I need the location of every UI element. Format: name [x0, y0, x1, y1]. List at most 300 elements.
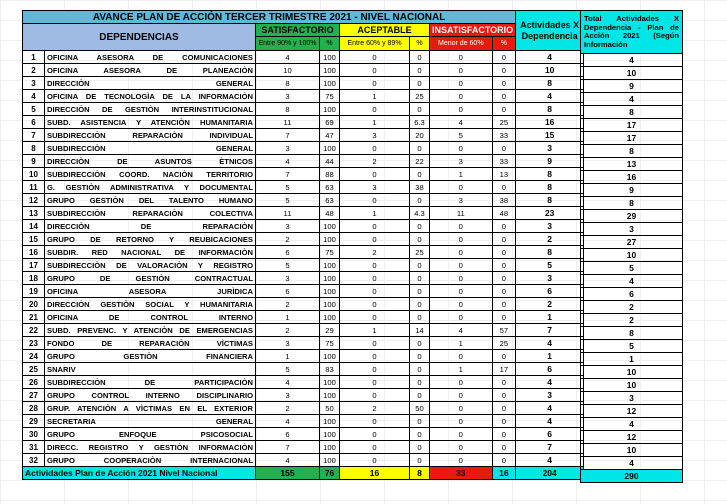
dependencia-name: DIRECCIÒN DE REPARACIÒN: [45, 220, 256, 233]
side-total-value: 9: [581, 184, 683, 197]
satisfactorio-count: 6: [256, 246, 320, 259]
aceptable-pct: 0: [410, 259, 430, 272]
satisfactorio-pct: 75: [320, 246, 340, 259]
row-number: 11: [23, 181, 45, 194]
table-row: [23, 324, 584, 337]
side-total-value: 12: [581, 431, 683, 444]
table-row: [23, 259, 584, 272]
aceptable-pct: 0: [410, 350, 430, 363]
row-number: 15: [23, 233, 45, 246]
dependencia-name: SUBDIRECCIÒN REPARACIÒN INDIVIDUAL: [45, 129, 256, 142]
satisfactorio-pct: 100: [320, 142, 340, 155]
insatisfactorio-pct: 0: [492, 376, 516, 389]
side-total-value: 10: [581, 379, 683, 392]
side-total-value: 3: [581, 223, 683, 236]
satisfactorio-pct: 50: [320, 402, 340, 415]
total-actividades: 8: [516, 77, 584, 90]
dependencia-name: GRUPO ENFOQUE PSICOSOCIAL: [45, 428, 256, 441]
satisfactorio-count: 5: [256, 194, 320, 207]
insatisfactorio-header: INSATISFACTORIO: [430, 24, 516, 37]
dependencia-name: DIRECCIÒN DE ASUNTOS ÈTNICOS: [45, 155, 256, 168]
row-number: 14: [23, 220, 45, 233]
side-total-value: 27: [581, 236, 683, 249]
insatisfactorio-pct: 0: [492, 90, 516, 103]
side-total-value: 10: [581, 249, 683, 262]
insatisfactorio-count: 0: [430, 103, 493, 116]
dependencia-name: GRUPO DE RETORNO Y REUBICACIONES: [45, 233, 256, 246]
dependencia-name: OFICINA ASESORA DE COMUNICACIONES: [45, 51, 256, 64]
aceptable-pct: 20: [410, 129, 430, 142]
dependencia-name: OFICINA ASESORA DE PLANEACIÒN: [45, 64, 256, 77]
satisfactorio-pct: 100: [320, 272, 340, 285]
total-actividades: 8: [516, 168, 584, 181]
row-number: 1: [23, 51, 45, 64]
row-number: 3: [23, 77, 45, 90]
table-row: [23, 389, 584, 402]
row-number: 21: [23, 311, 45, 324]
table-row: [23, 402, 584, 415]
satisfactorio-count: 8: [256, 77, 320, 90]
table-row: [23, 350, 584, 363]
satisfactorio-count: 1: [256, 311, 320, 324]
dependencia-name: GRUPO GESTIÒN FINANCIERA: [45, 350, 256, 363]
aceptable-pct: 0: [410, 311, 430, 324]
insatisfactorio-count: 4: [430, 116, 493, 129]
total-actividades: 8: [516, 246, 584, 259]
side-total-value: 4: [581, 93, 683, 106]
table-row: [23, 103, 584, 116]
total-actividades: 8: [516, 103, 584, 116]
insatisfactorio-pct: 17: [492, 363, 516, 376]
dependencia-name: SUBDIRECCIÒN GENERAL: [45, 142, 256, 155]
aceptable-pct: 0: [410, 194, 430, 207]
table-row: [23, 116, 584, 129]
side-total-value: 5: [581, 262, 683, 275]
aceptable-pct: 50: [410, 402, 430, 415]
total-actividades: 4: [516, 337, 584, 350]
total-actividades: 8: [516, 181, 584, 194]
pct-header: %: [410, 37, 430, 51]
total-actividades: 8: [516, 194, 584, 207]
footer-insatisfactorio: 33: [430, 467, 493, 480]
insatisfactorio-pct: 38: [492, 194, 516, 207]
satisfactorio-count: 3: [256, 142, 320, 155]
satisfactorio-pct: 100: [320, 64, 340, 77]
satisfactorio-pct: 100: [320, 415, 340, 428]
satisfactorio-pct: 47: [320, 129, 340, 142]
satisfactorio-count: 3: [256, 389, 320, 402]
dependencia-name: SUBDIRECCIÒN DE VALORACIÒN Y REGISTRO: [45, 259, 256, 272]
satisfactorio-count: 3: [256, 272, 320, 285]
insatisfactorio-count: 0: [430, 181, 493, 194]
satisfactorio-count: 4: [256, 415, 320, 428]
aceptable-pct: 0: [410, 220, 430, 233]
insatisfactorio-pct: 0: [492, 298, 516, 311]
dependencia-name: OFICINA DE CONTROL INTERNO: [45, 311, 256, 324]
dependencia-name: SECRETARIA GENERAL: [45, 415, 256, 428]
satisfactorio-count: 3: [256, 220, 320, 233]
insatisfactorio-count: 0: [430, 376, 493, 389]
insatisfactorio-count: 0: [430, 311, 493, 324]
side-total-value: 4: [581, 275, 683, 288]
row-number: 6: [23, 116, 45, 129]
table-row: [23, 363, 584, 376]
aceptable-count: 0: [340, 194, 410, 207]
table-row: [23, 129, 584, 142]
dependencia-name: DIRECC. REGISTRO Y GESTIÒN INFORMACIÒN: [45, 441, 256, 454]
side-total-value: 10: [581, 366, 683, 379]
insatisfactorio-count: 0: [430, 51, 493, 64]
insatisfactorio-count: 4: [430, 324, 493, 337]
total-actividades: 4: [516, 51, 584, 64]
dependencia-name: GRUPO DE GESTIÒN CONTRACTUAL: [45, 272, 256, 285]
row-number: 22: [23, 324, 45, 337]
row-number: 25: [23, 363, 45, 376]
row-number: 23: [23, 337, 45, 350]
total-actividades: 5: [516, 259, 584, 272]
satisfactorio-count: 4: [256, 51, 320, 64]
insatisfactorio-pct: 0: [492, 350, 516, 363]
satisfactorio-pct: 100: [320, 77, 340, 90]
row-number: 30: [23, 428, 45, 441]
table-row: [23, 142, 584, 155]
satisfactorio-count: 2: [256, 233, 320, 246]
insatisfactorio-pct: 0: [492, 441, 516, 454]
satisfactorio-pct: 100: [320, 298, 340, 311]
side-total-value: 8: [581, 106, 683, 119]
aceptable-pct: 22: [410, 155, 430, 168]
aceptable-count: 0: [340, 350, 410, 363]
aceptable-count: 1: [340, 207, 410, 220]
dependencia-name: SNARIV: [45, 363, 256, 376]
aceptable-count: 0: [340, 51, 410, 64]
table-row: [23, 90, 584, 103]
total-actividades: 4: [516, 402, 584, 415]
footer-total: 204: [516, 467, 584, 480]
satisfactorio-count: 3: [256, 337, 320, 350]
dependencia-name: SUBDIRECCIÒN REPARACIÒN COLECTIVA: [45, 207, 256, 220]
side-total-value: 2: [581, 301, 683, 314]
pct-header: %: [492, 37, 516, 51]
aceptable-pct: 0: [410, 389, 430, 402]
row-number: 27: [23, 389, 45, 402]
side-total-value: 12: [581, 405, 683, 418]
total-actividades: 16: [516, 116, 584, 129]
side-total-value: 4: [581, 54, 683, 67]
row-number: 32: [23, 454, 45, 467]
dependencia-name: G. GESTIÒN ADMINISTRATIVA Y DOCUMENTAL: [45, 181, 256, 194]
dependencia-name: OFICINA ASESORA JURÌDICA: [45, 285, 256, 298]
insatisfactorio-pct: 25: [492, 337, 516, 350]
table-row: [23, 194, 584, 207]
aceptable-pct: 25: [410, 90, 430, 103]
side-total-value: 17: [581, 119, 683, 132]
table-row: [23, 337, 584, 350]
insatisfactorio-count: 0: [430, 64, 493, 77]
avance-table: [22, 10, 584, 480]
insatisfactorio-pct: 0: [492, 64, 516, 77]
insatisfactorio-count: 0: [430, 454, 493, 467]
aceptable-count: 0: [340, 168, 410, 181]
table-row: [23, 155, 584, 168]
side-total-value: 4: [581, 418, 683, 431]
aceptable-pct: 0: [410, 298, 430, 311]
side-total-value: 16: [581, 171, 683, 184]
insatisfactorio-count: 5: [430, 129, 493, 142]
row-number: 10: [23, 168, 45, 181]
row-number: 18: [23, 272, 45, 285]
insatisfactorio-count: 0: [430, 233, 493, 246]
row-number: 26: [23, 376, 45, 389]
dependencia-name: DIRECCIÒN DE GESTIÒN INTERINSTITUCIONAL: [45, 103, 256, 116]
aceptable-count: 0: [340, 103, 410, 116]
insatisfactorio-pct: 25: [492, 116, 516, 129]
dependencia-name: SUBD. PREVENC. Y ATENCIÒN DE EMERGENCIAS: [45, 324, 256, 337]
aceptable-count: 0: [340, 311, 410, 324]
aceptable-pct: 25: [410, 246, 430, 259]
insatisfactorio-count: 0: [430, 428, 493, 441]
satisfactorio-count: 5: [256, 181, 320, 194]
table-row: [23, 168, 584, 181]
satisfactorio-count: 7: [256, 168, 320, 181]
satisfactorio-count: 4: [256, 454, 320, 467]
row-number: 7: [23, 129, 45, 142]
aceptable-pct: 0: [410, 168, 430, 181]
satisfactorio-pct: 100: [320, 233, 340, 246]
table-row: [23, 415, 584, 428]
satisfactorio-pct: 44: [320, 155, 340, 168]
aceptable-count: 0: [340, 142, 410, 155]
row-number: 16: [23, 246, 45, 259]
satisfactorio-count: 11: [256, 207, 320, 220]
aceptable-count: 1: [340, 90, 410, 103]
satisfactorio-count: 6: [256, 285, 320, 298]
satisfactorio-count: 2: [256, 298, 320, 311]
aceptable-count: 0: [340, 64, 410, 77]
aceptable-count: 0: [340, 337, 410, 350]
total-actividades: 7: [516, 441, 584, 454]
satisfactorio-pct: 100: [320, 376, 340, 389]
insatisfactorio-pct: 33: [492, 129, 516, 142]
insatisfactorio-count: 1: [430, 168, 493, 181]
table-row: [23, 181, 584, 194]
satisfactorio-count: 6: [256, 428, 320, 441]
footer-insatisfactorio-pct: 16: [492, 467, 516, 480]
satisfactorio-count: 5: [256, 363, 320, 376]
total-actividades: 1: [516, 350, 584, 363]
satisfactorio-pct: 63: [320, 194, 340, 207]
aceptable-pct: 0: [410, 272, 430, 285]
aceptable-count: 0: [340, 363, 410, 376]
satisfactorio-pct: 100: [320, 51, 340, 64]
row-number: 20: [23, 298, 45, 311]
satisfactorio-pct: 100: [320, 220, 340, 233]
insatisfactorio-pct: 0: [492, 272, 516, 285]
insatisfactorio-pct: 0: [492, 454, 516, 467]
side-total-value: 8: [581, 197, 683, 210]
total-actividades: 4: [516, 376, 584, 389]
insatisfactorio-pct: 13: [492, 168, 516, 181]
footer-label: Actividades Plan de Acción 2021 Nivel Nacional: [23, 467, 256, 480]
dependencia-name: GRUPO GESTIÒN DEL TALENTO HUMANO: [45, 194, 256, 207]
total-actividades: 9: [516, 155, 584, 168]
insatisfactorio-count: 0: [430, 402, 493, 415]
footer-satisfactorio: 155: [256, 467, 320, 480]
insatisfactorio-pct: 0: [492, 103, 516, 116]
satisfactorio-pct: 100: [320, 285, 340, 298]
total-actividades: 2: [516, 298, 584, 311]
aceptable-header: ACEPTABLE: [340, 24, 430, 37]
table-row: [23, 220, 584, 233]
total-actividades: 3: [516, 272, 584, 285]
satisfactorio-count: 7: [256, 441, 320, 454]
dependencias-header: DEPENDENCIAS: [23, 24, 256, 51]
insatisfactorio-count: 1: [430, 337, 493, 350]
insatisfactorio-pct: 0: [492, 220, 516, 233]
aceptable-count: 2: [340, 155, 410, 168]
table-row: [23, 428, 584, 441]
total-actividades: 10: [516, 64, 584, 77]
footer-satisfactorio-pct: 76: [320, 467, 340, 480]
row-number: 4: [23, 90, 45, 103]
insatisfactorio-count: 0: [430, 389, 493, 402]
aceptable-count: 0: [340, 77, 410, 90]
side-total-value: 2: [581, 314, 683, 327]
footer-aceptable: 16: [340, 467, 410, 480]
aceptable-range: Entre 60% y 89%: [340, 37, 410, 51]
table-row: [23, 441, 584, 454]
side-total-value: 4: [581, 457, 683, 470]
table-row: [23, 311, 584, 324]
aceptable-pct: 0: [410, 233, 430, 246]
aceptable-count: 3: [340, 181, 410, 194]
total-actividades: 3: [516, 142, 584, 155]
dependencia-name: GRUPO CONTROL INTERNO DISCIPLINARIO: [45, 389, 256, 402]
satisfactorio-pct: 100: [320, 454, 340, 467]
table-row: [23, 64, 584, 77]
satisfactorio-count: 7: [256, 129, 320, 142]
side-total-value: 8: [581, 327, 683, 340]
dependencia-name: GRUP. ATENCIÒN A VÌCTIMAS EN EL EXTERIOR: [45, 402, 256, 415]
satisfactorio-pct: 100: [320, 103, 340, 116]
insatisfactorio-count: 0: [430, 441, 493, 454]
table-row: [23, 376, 584, 389]
total-actividades: 4: [516, 90, 584, 103]
insatisfactorio-count: 0: [430, 350, 493, 363]
satisfactorio-count: 8: [256, 103, 320, 116]
total-actividades: 6: [516, 285, 584, 298]
insatisfactorio-pct: 48: [492, 207, 516, 220]
side-total-value: 10: [581, 67, 683, 80]
insatisfactorio-count: 0: [430, 90, 493, 103]
aceptable-pct: 0: [410, 51, 430, 64]
aceptable-count: 2: [340, 402, 410, 415]
side-total-value: 17: [581, 132, 683, 145]
row-number: 28: [23, 402, 45, 415]
dependencia-name: GRUPO COOPERACIÒN INTERNACIONAL: [45, 454, 256, 467]
satisfactorio-count: 1: [256, 350, 320, 363]
aceptable-pct: 14: [410, 324, 430, 337]
dependencia-name: OFICINA DE TECNOLOGÌA DE LA INFORMACIÒN: [45, 90, 256, 103]
total-actividades: 3: [516, 389, 584, 402]
aceptable-count: 0: [340, 454, 410, 467]
aceptable-count: 0: [340, 441, 410, 454]
table-row: [23, 51, 584, 64]
side-total-value: 6: [581, 288, 683, 301]
aceptable-pct: 0: [410, 441, 430, 454]
side-total: 290: [581, 470, 683, 483]
side-total-value: 8: [581, 145, 683, 158]
total-actividades: 6: [516, 363, 584, 376]
insatisfactorio-count: 0: [430, 272, 493, 285]
aceptable-count: 0: [340, 272, 410, 285]
aceptable-pct: 4.3: [410, 207, 430, 220]
total-actividades: 3: [516, 220, 584, 233]
aceptable-pct: 0: [410, 337, 430, 350]
satisfactorio-count: 2: [256, 402, 320, 415]
satisfactorio-count: 2: [256, 324, 320, 337]
insatisfactorio-count: 0: [430, 246, 493, 259]
insatisfactorio-pct: 0: [492, 233, 516, 246]
table-row: [23, 285, 584, 298]
dependencia-name: SUBDIR. RED NACIONAL DE INFORMACIÒN: [45, 246, 256, 259]
insatisfactorio-pct: 0: [492, 259, 516, 272]
row-number: 19: [23, 285, 45, 298]
row-number: 5: [23, 103, 45, 116]
aceptable-pct: 0: [410, 428, 430, 441]
satisfactorio-count: 10: [256, 64, 320, 77]
row-number: 12: [23, 194, 45, 207]
aceptable-count: 2: [340, 246, 410, 259]
insatisfactorio-pct: 33: [492, 155, 516, 168]
total-actividades: 15: [516, 129, 584, 142]
row-number: 2: [23, 64, 45, 77]
table-row: [23, 454, 584, 467]
total-actividades: 6: [516, 428, 584, 441]
insatisfactorio-count: 3: [430, 194, 493, 207]
aceptable-count: 0: [340, 376, 410, 389]
table-row: [23, 298, 584, 311]
insatisfactorio-count: 1: [430, 363, 493, 376]
pct-header: %: [320, 37, 340, 51]
satisfactorio-pct: 100: [320, 259, 340, 272]
total-actividades: 4: [516, 415, 584, 428]
aceptable-count: 0: [340, 428, 410, 441]
side-total-value: 13: [581, 158, 683, 171]
aceptable-pct: 6.3: [410, 116, 430, 129]
side-header: Total Actividades X Dependencia - Plan de Acción 2021 (Según Información: [581, 11, 683, 54]
aceptable-count: 0: [340, 220, 410, 233]
satisfactorio-pct: 75: [320, 337, 340, 350]
insatisfactorio-pct: 0: [492, 285, 516, 298]
row-number: 9: [23, 155, 45, 168]
row-number: 31: [23, 441, 45, 454]
satisfactorio-pct: 69: [320, 116, 340, 129]
satisfactorio-count: 4: [256, 155, 320, 168]
row-number: 13: [23, 207, 45, 220]
insatisfactorio-pct: 0: [492, 311, 516, 324]
row-number: 8: [23, 142, 45, 155]
aceptable-pct: 0: [410, 103, 430, 116]
side-total-value: 9: [581, 80, 683, 93]
insatisfactorio-count: 0: [430, 77, 493, 90]
aceptable-pct: 0: [410, 415, 430, 428]
table-row: [23, 272, 584, 285]
side-total-value: 1: [581, 353, 683, 366]
insatisfactorio-pct: 0: [492, 77, 516, 90]
table-row: [23, 77, 584, 90]
side-totals-table: [580, 10, 683, 483]
